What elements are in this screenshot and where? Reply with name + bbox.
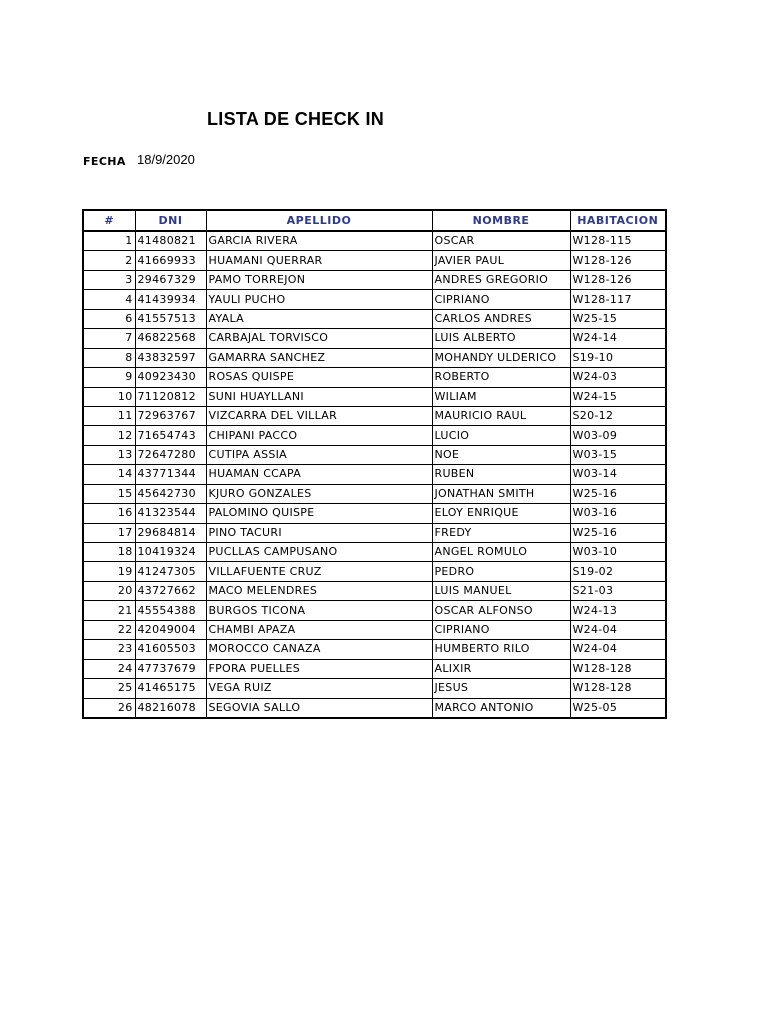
table-row <box>83 348 666 367</box>
apellido-cell: BURGOS TICONA <box>206 601 432 620</box>
apellido-cell: FPORA PUELLES <box>206 659 432 678</box>
row-number: 18 <box>83 543 135 562</box>
nombre-cell: LUIS ALBERTO <box>432 329 570 348</box>
table-row <box>83 270 666 289</box>
date-value: 18/9/2020 <box>137 152 195 167</box>
habitacion-cell: W128-126 <box>570 251 666 270</box>
nombre-cell: PEDRO <box>432 562 570 581</box>
nombre-cell: RUBEN <box>432 465 570 484</box>
habitacion-cell: W128-126 <box>570 270 666 289</box>
dni-cell: 41669933 <box>135 251 206 270</box>
row-number: 9 <box>83 368 135 387</box>
dni-cell: 45554388 <box>135 601 206 620</box>
apellido-cell: CARBAJAL TORVISCO <box>206 329 432 348</box>
habitacion-cell: W25-16 <box>570 523 666 542</box>
habitacion-cell: W128-117 <box>570 290 666 309</box>
table-row <box>83 562 666 581</box>
row-number: 15 <box>83 484 135 503</box>
dni-cell: 41557513 <box>135 309 206 328</box>
row-number: 12 <box>83 426 135 445</box>
table-row <box>83 329 666 348</box>
header-nombre: NOMBRE <box>432 210 570 231</box>
nombre-cell: CARLOS ANDRES <box>432 309 570 328</box>
table-row <box>83 620 666 639</box>
nombre-cell: LUIS MANUEL <box>432 581 570 600</box>
apellido-cell: PAMO TORREJON <box>206 270 432 289</box>
table-row <box>83 484 666 503</box>
habitacion-cell: W03-16 <box>570 504 666 523</box>
nombre-cell: MOHANDY ULDERICO <box>432 348 570 367</box>
table-row <box>83 601 666 620</box>
page-title: LISTA DE CHECK IN <box>207 109 385 129</box>
nombre-cell: ELOY ENRIQUE <box>432 504 570 523</box>
dni-cell: 41439934 <box>135 290 206 309</box>
dni-cell: 43771344 <box>135 465 206 484</box>
nombre-cell: MAURICIO RAUL <box>432 406 570 425</box>
apellido-cell: HUAMAN CCAPA <box>206 465 432 484</box>
apellido-cell: SEGOVIA SALLO <box>206 698 432 718</box>
habitacion-cell: S19-10 <box>570 348 666 367</box>
dni-cell: 47737679 <box>135 659 206 678</box>
habitacion-cell: W24-04 <box>570 640 666 659</box>
habitacion-cell: W25-16 <box>570 484 666 503</box>
habitacion-cell: S21-03 <box>570 581 666 600</box>
apellido-cell: VEGA RUIZ <box>206 679 432 698</box>
nombre-cell: MARCO ANTONIO <box>432 698 570 718</box>
apellido-cell: AYALA <box>206 309 432 328</box>
nombre-cell: LUCIO <box>432 426 570 445</box>
dni-cell: 29467329 <box>135 270 206 289</box>
row-number: 14 <box>83 465 135 484</box>
checkin-table <box>82 209 667 719</box>
dni-cell: 41323544 <box>135 504 206 523</box>
dni-cell: 41247305 <box>135 562 206 581</box>
dni-cell: 71654743 <box>135 426 206 445</box>
habitacion-cell: W128-115 <box>570 231 666 251</box>
nombre-cell: OSCAR <box>432 231 570 251</box>
table-row <box>83 290 666 309</box>
table-body <box>83 231 666 718</box>
apellido-cell: ROSAS QUISPE <box>206 368 432 387</box>
habitacion-cell: W03-10 <box>570 543 666 562</box>
table-row <box>83 309 666 328</box>
nombre-cell: ALIXIR <box>432 659 570 678</box>
row-number: 26 <box>83 698 135 718</box>
dni-cell: 48216078 <box>135 698 206 718</box>
dni-cell: 40923430 <box>135 368 206 387</box>
apellido-cell: PALOMINO QUISPE <box>206 504 432 523</box>
dni-cell: 43832597 <box>135 348 206 367</box>
dni-cell: 29684814 <box>135 523 206 542</box>
apellido-cell: YAULI PUCHO <box>206 290 432 309</box>
table-row <box>83 523 666 542</box>
apellido-cell: CHIPANI PACCO <box>206 426 432 445</box>
nombre-cell: NOE <box>432 445 570 464</box>
row-number: 11 <box>83 406 135 425</box>
row-number: 13 <box>83 445 135 464</box>
dni-cell: 43727662 <box>135 581 206 600</box>
row-number: 24 <box>83 659 135 678</box>
table-row <box>83 679 666 698</box>
row-number: 3 <box>83 270 135 289</box>
dni-cell: 72963767 <box>135 406 206 425</box>
table-row <box>83 251 666 270</box>
habitacion-cell: S20-12 <box>570 406 666 425</box>
dni-cell: 71120812 <box>135 387 206 406</box>
habitacion-cell: W25-05 <box>570 698 666 718</box>
table-row <box>83 581 666 600</box>
apellido-cell: GARCIA RIVERA <box>206 231 432 251</box>
nombre-cell: JAVIER PAUL <box>432 251 570 270</box>
table-row <box>83 659 666 678</box>
header-habitacion: HABITACION <box>570 210 666 231</box>
habitacion-cell: W03-14 <box>570 465 666 484</box>
table-row <box>83 640 666 659</box>
apellido-cell: CUTIPA ASSIA <box>206 445 432 464</box>
table-row <box>83 368 666 387</box>
habitacion-cell: W24-03 <box>570 368 666 387</box>
table-row <box>83 387 666 406</box>
nombre-cell: OSCAR ALFONSO <box>432 601 570 620</box>
habitacion-cell: S19-02 <box>570 562 666 581</box>
row-number: 7 <box>83 329 135 348</box>
habitacion-cell: W128-128 <box>570 659 666 678</box>
row-number: 1 <box>83 231 135 251</box>
table-row <box>83 426 666 445</box>
nombre-cell: HUMBERTO RILO <box>432 640 570 659</box>
habitacion-cell: W24-04 <box>570 620 666 639</box>
dni-cell: 41480821 <box>135 231 206 251</box>
table-row <box>83 445 666 464</box>
apellido-cell: HUAMANI QUERRAR <box>206 251 432 270</box>
nombre-cell: CIPRIANO <box>432 290 570 309</box>
dni-cell: 41465175 <box>135 679 206 698</box>
apellido-cell: MOROCCO CANAZA <box>206 640 432 659</box>
dni-cell: 46822568 <box>135 329 206 348</box>
habitacion-cell: W03-09 <box>570 426 666 445</box>
row-number: 16 <box>83 504 135 523</box>
table-row <box>83 698 666 718</box>
header-apellido: APELLIDO <box>206 210 432 231</box>
apellido-cell: VILLAFUENTE CRUZ <box>206 562 432 581</box>
row-number: 20 <box>83 581 135 600</box>
table-row <box>83 465 666 484</box>
row-number: 2 <box>83 251 135 270</box>
row-number: 22 <box>83 620 135 639</box>
nombre-cell: WILIAM <box>432 387 570 406</box>
row-number: 8 <box>83 348 135 367</box>
apellido-cell: CHAMBI APAZA <box>206 620 432 639</box>
apellido-cell: PINO TACURI <box>206 523 432 542</box>
dni-cell: 72647280 <box>135 445 206 464</box>
dni-cell: 41605503 <box>135 640 206 659</box>
habitacion-cell: W24-13 <box>570 601 666 620</box>
row-number: 25 <box>83 679 135 698</box>
habitacion-cell: W128-128 <box>570 679 666 698</box>
header-number: # <box>83 210 135 231</box>
date-label: FECHA <box>83 155 126 168</box>
table-row <box>83 543 666 562</box>
header-row <box>83 210 666 231</box>
habitacion-cell: W24-14 <box>570 329 666 348</box>
row-number: 4 <box>83 290 135 309</box>
apellido-cell: VIZCARRA DEL VILLAR <box>206 406 432 425</box>
table-row <box>83 231 666 251</box>
header-dni: DNI <box>135 210 206 231</box>
table-row <box>83 504 666 523</box>
nombre-cell: CIPRIANO <box>432 620 570 639</box>
apellido-cell: KJURO GONZALES <box>206 484 432 503</box>
nombre-cell: JESUS <box>432 679 570 698</box>
dni-cell: 10419324 <box>135 543 206 562</box>
nombre-cell: ANGEL ROMULO <box>432 543 570 562</box>
apellido-cell: SUNI HUAYLLANI <box>206 387 432 406</box>
apellido-cell: MACO MELENDRES <box>206 581 432 600</box>
dni-cell: 42049004 <box>135 620 206 639</box>
habitacion-cell: W24-15 <box>570 387 666 406</box>
nombre-cell: ANDRES GREGORIO <box>432 270 570 289</box>
row-number: 6 <box>83 309 135 328</box>
nombre-cell: ROBERTO <box>432 368 570 387</box>
row-number: 10 <box>83 387 135 406</box>
row-number: 23 <box>83 640 135 659</box>
table-row <box>83 406 666 425</box>
apellido-cell: GAMARRA SANCHEZ <box>206 348 432 367</box>
dni-cell: 45642730 <box>135 484 206 503</box>
row-number: 19 <box>83 562 135 581</box>
habitacion-cell: W25-15 <box>570 309 666 328</box>
row-number: 17 <box>83 523 135 542</box>
habitacion-cell: W03-15 <box>570 445 666 464</box>
nombre-cell: JONATHAN SMITH <box>432 484 570 503</box>
nombre-cell: FREDY <box>432 523 570 542</box>
apellido-cell: PUCLLAS CAMPUSANO <box>206 543 432 562</box>
row-number: 21 <box>83 601 135 620</box>
